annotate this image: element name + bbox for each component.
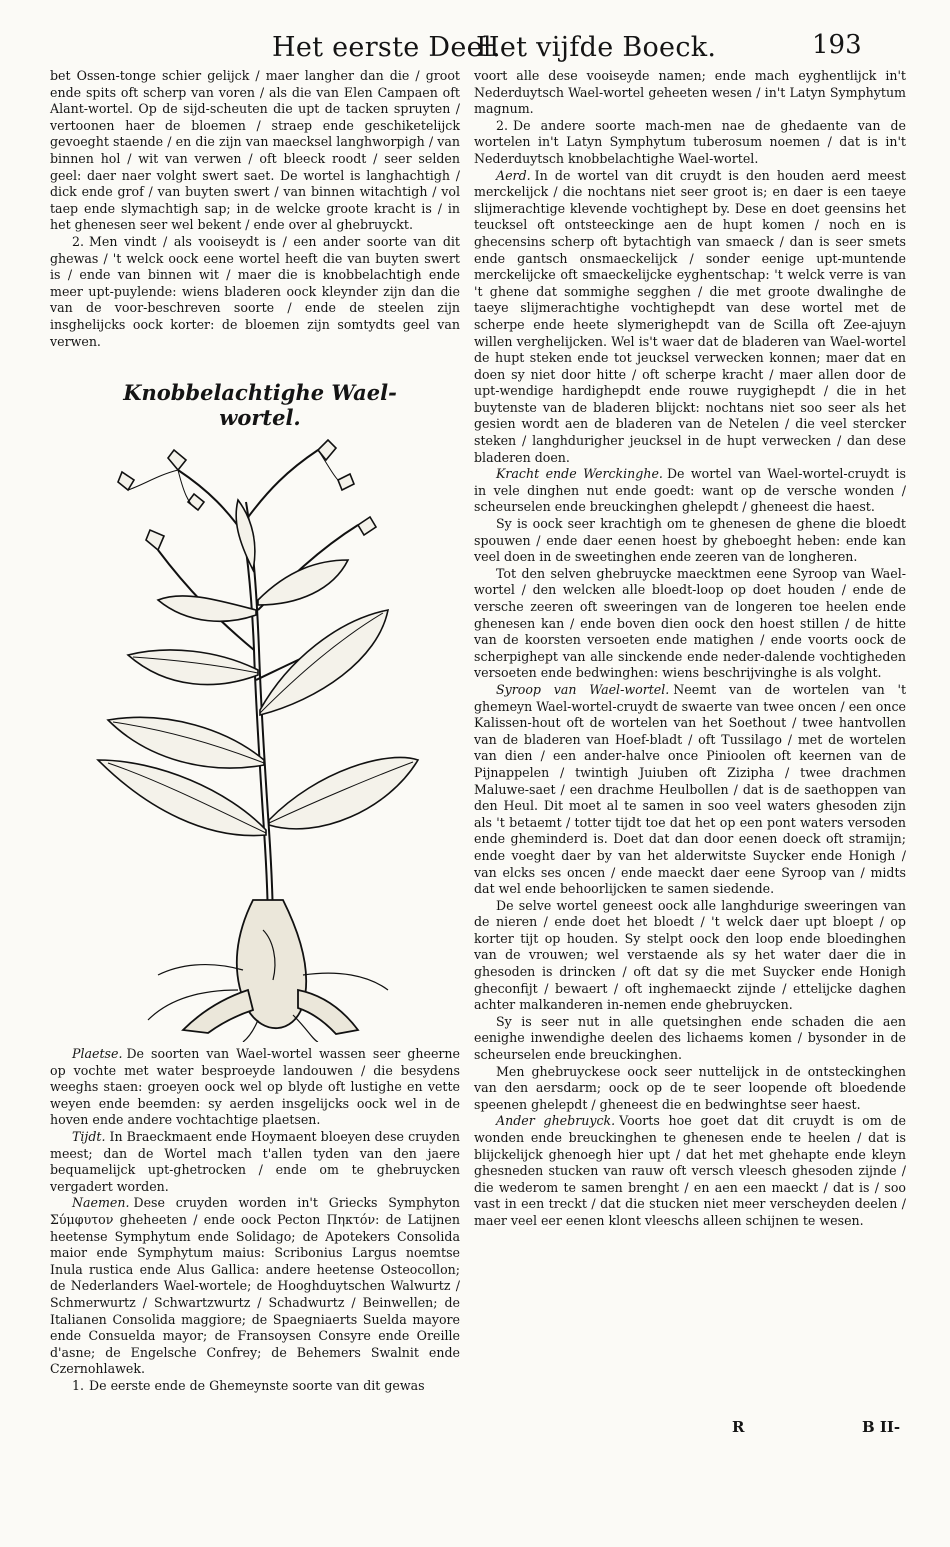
section-number: 2. [72,233,85,249]
header-book-title: Het vijfde Boeck. [476,32,717,63]
signature-mark: R [732,1418,745,1436]
paragraph-hoest: Sy is oock seer krachtigh om te ghenesen de ghene die bloedt spouwen / ende daer eenen hoest by gheboeght heben: ende kan veel doen in de sweetinghen ende zeeren van de longheren. [474,516,906,565]
section-number: 2. [496,117,509,133]
paragraph-names: voort alle dese vooiseyde namen; ende mach eyghentlijck in't Nederduytsch Wael-wortel geheeten wesen / in't Latyn Symphytum magnum. [474,68,906,117]
comfrey-plant-woodcut [88,430,448,1042]
left-column-top [50,68,460,350]
left-column-bottom [50,1046,460,1394]
right-column [474,68,906,1230]
section-first-kind [50,1378,460,1395]
section-label: Aerd. [496,167,531,183]
section-kracht [474,466,906,516]
section-text: Neemt van de wortelen van 't ghemeyn Wael-wortel-cruydt de swaerte van twee oncen / een once Kalissen-hout oft de wortelen van het Soethout / twee hantvollen van de bladeren van Hoef-bladt / oft Tussilago / met de wortelen van dien / een ander-halve once Pinioolen oft keernen van de Pijnappelen / twintigh Juiuben oft Zizipha / twee drachmen Maluwe-saet / een drachme Heulbollen / dat is de saethoppen van den Heul. Dit moet al te samen in soo veel waters ghesoden zijn als 't betaemt / totter tijdt toe dat het op een pont waters versoden ende gheminderd is. Doet dat dan door eenen doeck oft stramijn; ende voeght daer by van het alderwitste Suycker ende Honigh / van elcks ses oncen / ende maeckt daer eene Syroop van / midts dat wel ende behoorlijcken te samen siedende. [474,681,907,897]
section-aerd [474,168,906,467]
page-footer [0,1418,950,1448]
page-number: 193 [812,30,862,60]
section-text: De wortel van Wael-wortel-cruydt is in vele dinghen nut ende goedt: want op de versche wonden / scheurselen ende breuckinghen ghelepdt / gheneest die haest. [474,466,907,515]
section-tijdt [50,1129,460,1195]
paragraph-second-kind-name [474,118,906,168]
section-text: Dese cruyden worden in't Griecks Symphyton Σύμφυτον gheheeten / ende oock Pecton Πηκτόν: de Latijnen heetense Symphytum ende Solidago; de Apotekers Consolida maior ende Symphytum maius: Scribonius Largus noemtse Inula rustica ende Alus Gallica: andere heetense Osteocollon; de Nederlanders Wael-wortele; de Hooghduytschen Walwurtz / Schmerwurtz / Schwartzwurtz / Schadwurtz / Beinwellen; de Italianen Consolida maggiore; de Spaegniaerts Suelda mayore ende Consuelda mayor; de Fransoysen Consyre ende Oreille d'asne; de Engelsche Confrey; de Behemers Swalnit ende Czernohlawek. [50,1195,460,1377]
paragraph-second-kind [50,234,460,350]
running-head [0,28,950,68]
section-naemen [50,1195,460,1378]
section-text: De eerste ende de Ghemeynste soorte van dit gewas [89,1377,425,1393]
section-syroop-recipe [474,682,906,898]
figure-title: Knobbelachtighe Wael-wortel. [123,380,397,430]
section-text: In de wortel van dit cruydt is den houden aerd meest merckelijck / die nochtans niet seer groot is; en daer is een taeye slijmerachtige klevende vochtighept by. Dese en doet geensins het teucksel oft ontsteeckinge aen de hupt komen / noch en is ghecensins scherp oft bytachtigh van smaeck / dan is seer smets ende gantsch onsmaeckelijck / sonder eenige upt-muntende merckelijcke oft smaeckelijcke eyghentschap: 't welck verre is van 't ghene dat sommighe segghen / die met groote dwalinghe de taeye slijmerachtighe vochtighepdt van dese wortel met de scherpe ende heete slymerighepdt van de Scilla oft Zee-ajuyn willen verghelijcken. Wel is't waer dat de bladeren van Wael-wortel de hupt steken ende tot jeucksel verwecken konnen; maer dat en doen sy niet door hitte / oft scherpe kracht / maer allen door de upt-wendige hardighepdt ende rouwe ruygighepdt / die in het buytenste van de bladeren blijckt: nochtans niet soo seer als het gesien wordt aen de bladeren van de Netelen / die veel stercker steken / langhdurigher jeucksel in de hupt verwecken / dan dese bladeren doen. [474,167,906,465]
section-label: Syroop van Wael-wortel. [496,681,670,697]
catchword: B II- [862,1418,901,1436]
section-label: Plaetse. [72,1046,123,1061]
paragraph-description: bet Ossen-tonge schier gelijck / maer langher dan die / groot ende spits oft scherp van voren / als die van Elen Campaen oft Alant-wortel. Op de sijd-scheuten die upt de tacken spruyten / vertoonen haer de bloemen / straep ende geschiketelijck gevoeght staende / en die zijn van maecksel langhworpigh / van binnen hol / wit van verwen / oft bleeck roodt / seer selden geel: daer naer volght swert saet. De wortel is langhachtigh / dick ende grof / van buyten swert / van binnen witachtigh / vol taep ende slymachtigh sap; in de welcke groote kracht is / in het ghenesen seer wel bekent / ende over al ghebruyckt. [50,68,460,233]
section-ander-ghebruyck [474,1113,906,1229]
section-label: Naemen. [72,1195,130,1211]
section-text: In Braeckmaent ende Hoymaent bloeyen dese cruyden meest; dan de Wortel mach t'allen tyden van den jaere bequamelijck upt-ghetrocken / ende om te ghebruycken vergadert worden. [50,1128,460,1194]
section-label: Tijdt. [72,1128,106,1144]
section-text: Voorts hoe goet dat dit cruydt is om de wonden ende breuckinghen te ghenesen ende te heelen / dat is blijckelijck ghenoegh hier upt / dat het met ghehapte ende kleyn ghesneden stucken van rauw oft versch vleesch ghesoden zijnde / die wederom te samen brenght / en aen een maeckt / dat is / soo vast in een treckt / dat die stucken niet meer verscheyden deelen / maer veel eer eenen klont vleeschs alleen schijnen te wesen. [474,1113,906,1228]
header-part-title: Het eerste Deel. [272,32,501,63]
paragraph-aersdarm: Men ghebruyckese oock seer nuttelijck in de ontsteckinghen van den aersdarm; oock op de te seer loopende oft bloedende speenen ghelepdt / gheneest die en bedwinghtse seer haest. [474,1063,906,1112]
section-plaetse [50,1046,460,1129]
paragraph-text: Men vindt / als vooiseydt is / een ander soorte van dit ghewas / 't welck oock eene wortel heeft die van buyten swert is / ende van binnen wit / maer die is knobbelachtigh ende meer upt-puylende: wiens bladeren oock kleynder zijn dan die van de voor-beschreven soorte / ende de steelen zijn insghelijcks oock korter: de bloemen zijn somtydts geel van verwen. [50,233,460,349]
paragraph-syroop-intro: Tot den selven ghebruycke maecktmen eene Syroop van Wael-wortel / den welcken alle bloedt-loop op doet houden / ende de versche zeeren oft sweeringen van de longeren toe heelen ende ghenesen kan / ende boven dien oock den hoest stillen / de hitte van de koorsten versoeten ende matighen / ende voorts oock de scherpighept van alle sinckende ende neder-dalende vochtigheden versoeten ende bedwinghen: wiens beschrijvinghe is als volght. [474,565,906,681]
section-number: 1. [72,1377,85,1393]
section-label: Kracht ende Werckinghe. [496,466,663,482]
paragraph-text: De andere soorte mach-men nae de ghedaente van de wortelen in't Latyn Symphytum tuberosum noemen / dat is in't Nederduytsch knobbelachtighe Wael-wortel. [474,117,906,166]
section-text: De soorten van Wael-wortel wassen seer gheerne op vochte met water besproeyde landouwen / die besydens weeghs staen: groeyen oock wel op blyde oft lustighe en vette weyen ende beemden: sy aerden insgelijcks oock wel in de hoven ende andere vochtachtige plaetsen. [50,1046,460,1128]
section-label: Ander ghebruyck. [496,1113,616,1129]
paragraph-quetsinghen: Sy is seer nut in alle quetsinghen ende schaden die aen eenighe inwendighe deelen des lichaems komen / bysonder in de scheurselen ende breuckinghen. [474,1013,906,1063]
paragraph-nieren: De selve wortel geneest oock alle langhdurige sweeringen van de nieren / ende doet het bloedt / 't welck daer upt bloept / op korter tijt op houden. Sy stelpt oock den loop ende bloedinghen van de vrouwen; wel verstaende als sy het water daer die in ghesoden is drincken / oft dat sy die met Suycker ende Honigh gheconfijt / bewaert / oft inghemaeckt zijnde / ettelijcke daghen achter malkanderen in-nemen ende ghebruycken. [474,897,906,1013]
